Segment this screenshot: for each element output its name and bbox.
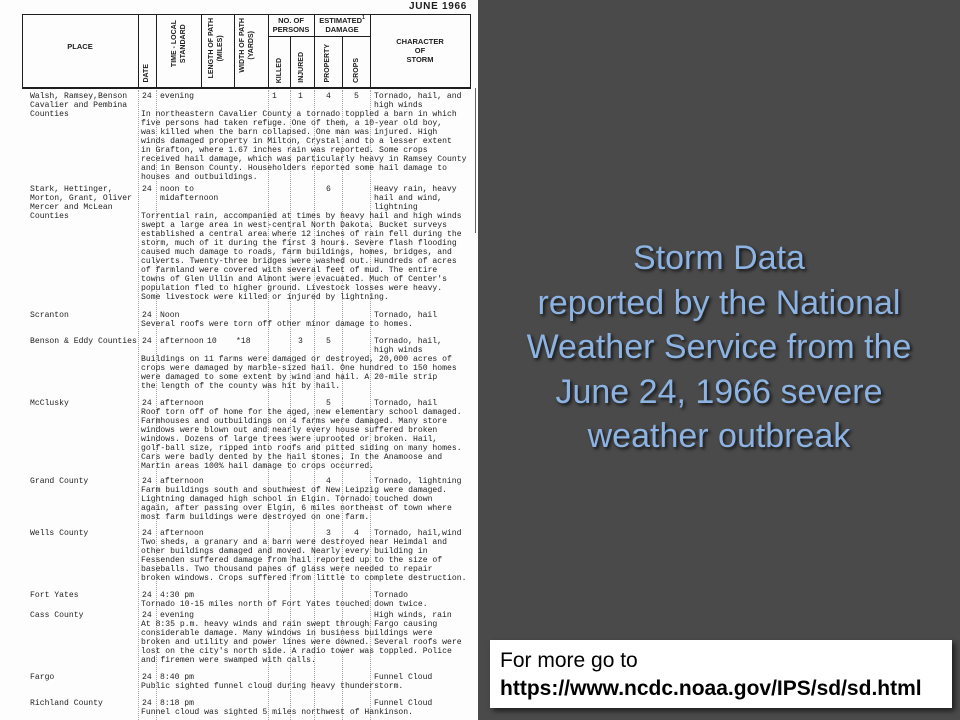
place-name-line: Counties: [30, 110, 69, 119]
time-value-line: 4:30 pm: [160, 591, 194, 600]
column-group-damage-title: ESTIMATED: [319, 16, 362, 25]
place-name-line: Cass County: [30, 611, 84, 620]
time-value-line: afternoon: [160, 337, 204, 346]
narrative-line: windows. Dozens of large trees were uprooted or broken. Hail,: [141, 435, 438, 444]
time-value-line: Noon: [160, 311, 180, 320]
narrative-line: winds damaged property in Milton, Crystal and to a lesser extent: [141, 137, 452, 146]
column-header-killed: [275, 58, 284, 83]
property-damage-value: 5: [326, 399, 331, 408]
narrative-line: Farmhouses and outbuildings on 4 farms were damaged. Many store: [141, 417, 447, 426]
property-damage-value: 4: [326, 92, 331, 101]
column-header-place: PLACE: [67, 42, 93, 51]
header-divider: [342, 36, 343, 88]
property-damage-value: 4: [326, 477, 331, 486]
time-value-line: afternoon: [160, 529, 204, 538]
column-group-persons-line: PERSONS: [272, 25, 310, 34]
narrative-line: crops were damaged by marble-sized hail. One hundred to 150 homes: [141, 364, 457, 373]
slide-title-line: weather outbreak: [587, 417, 851, 455]
header-group-rule: [268, 36, 370, 37]
place-name-line: Richland County: [30, 699, 103, 708]
injured-value: 3: [298, 337, 303, 346]
property-damage-value: 5: [326, 337, 331, 346]
more-info-box: [490, 640, 952, 708]
header-divider: [470, 14, 471, 88]
storm-character-line: Heavy rain, heavy: [374, 185, 457, 194]
property-damage-value: 6: [326, 185, 331, 194]
narrative-line: storm, much of it during the first 3 hours. Severe flash flooding: [141, 239, 457, 248]
narrative-line: golf-ball size, ripped into roofs and pitted siding on many homes.: [141, 444, 462, 453]
column-header-date-text: DATE: [143, 64, 150, 83]
column-header-property-text: PROPERTY: [324, 44, 331, 83]
narrative-line: Roof torn off of home for the aged, new elementary school damaged.: [141, 408, 462, 417]
date-value: 24: [142, 337, 152, 346]
storm-character-line: Tornado, hail: [374, 311, 438, 320]
source-url: https://www.ncdc.noaa.gov/IPS/sd/sd.html: [500, 677, 922, 700]
column-group-damage: [314, 16, 370, 34]
storm-character-line: hail and wind,: [374, 194, 442, 203]
header-bottom-rule: [22, 87, 471, 89]
column-guide: [138, 90, 139, 720]
narrative-line: Fessenden suffered damage from hail reported up to the size of: [141, 556, 443, 565]
narrative-line: again, after passing over Elgin, 6 miles northeast of town where: [141, 504, 452, 513]
column-header-time-line: TIME - LOCAL: [171, 20, 178, 68]
place-name-line: Benson & Eddy Counties: [30, 337, 137, 346]
footnote-mark: 1: [362, 15, 365, 21]
slide-title: [478, 236, 960, 459]
narrative-line: Two sheds, a granary and a barn were destroyed near Heimdal and: [141, 538, 447, 547]
storm-character-line: high winds: [374, 346, 423, 355]
column-header-injured: [297, 52, 306, 83]
place-name-line: Morton, Grant, Oliver: [30, 194, 132, 203]
column-group-persons: [268, 16, 314, 34]
date-value: 24: [142, 673, 152, 682]
narrative-line: Some livestock were killed or injured by lightning.: [141, 293, 389, 302]
place-name-line: Walsh, Ramsey,Benson: [30, 92, 128, 101]
place-name-line: Grand County: [30, 477, 89, 486]
narrative-line: most farm buildings were destroyed on one farm.: [141, 513, 370, 522]
storm-character-line: Funnel Cloud: [374, 673, 433, 682]
crop-damage-value: 4: [354, 529, 359, 538]
narrative-line: population fled to higher ground. Livestock losses were heavy.: [141, 284, 443, 293]
column-header-date: [142, 64, 151, 83]
narrative-line: Tornado 10-15 miles north of Fort Yates touched down twice.: [141, 600, 428, 609]
time-value-line: afternoon: [160, 477, 204, 486]
narrative-line: considerable damage. Many windows in business buildings were: [141, 629, 433, 638]
narrative-line: Public sighted funnel cloud during heavy thunderstorm.: [141, 682, 404, 691]
narrative-line: At 8:35 p.m. heavy winds and rain swept through Fargo causing: [141, 620, 438, 629]
narrative-line: towns of Glen Ullin and Almont were evacuated. Much of Center's: [141, 275, 447, 284]
date-value: 24: [142, 92, 152, 101]
narrative-line: houses and outbuildings.: [141, 173, 258, 182]
storm-character-line: Tornado, hail,wind: [374, 529, 462, 538]
place-name-line: Wells County: [30, 529, 89, 538]
place-name-line: Counties: [30, 212, 69, 221]
column-header-injured-text: INJURED: [298, 52, 305, 83]
narrative-line: broken and utility and power lines were downed. Several roofs were: [141, 638, 462, 647]
narrative-line: in Grafton, where 1.67 inches rain was reported. Some crops: [141, 146, 428, 155]
storm-character-line: Tornado, hail, and: [374, 92, 462, 101]
narrative-line: Funnel cloud was sighted 5 miles northwest of Hankinson.: [141, 708, 413, 717]
document-month-label: JUNE 1966: [409, 1, 467, 12]
header-divider: [156, 14, 157, 88]
page-edge-rule: [475, 88, 476, 233]
storm-character-line: Funnel Cloud: [374, 699, 433, 708]
more-info-label: For more go to: [500, 649, 638, 672]
narrative-line: Martin areas 100% hail damage to crops occurred.: [141, 462, 375, 471]
narrative-line: were damaged to some extent by wind and hail. A 20-mile strip: [141, 373, 438, 382]
column-header-path-width: [238, 18, 256, 73]
narrative-line: Cars were badly dented by the hail stones. In the Anamoose and: [141, 453, 443, 462]
time-value-line: 8:40 pm: [160, 673, 194, 682]
time-value-line: 8:18 pm: [160, 699, 194, 708]
narrative-line: baseballs. Two thousand panes of glass were needed to repair: [141, 565, 433, 574]
date-value: 24: [142, 477, 152, 486]
column-header-path-length-line: LENGTH OF PATH: [208, 18, 215, 79]
header-divider: [290, 36, 291, 88]
column-header-character: [370, 37, 470, 64]
column-header-time: [170, 20, 188, 67]
narrative-line: caused much damage to roads, farm buildings, homes, bridges, and: [141, 248, 452, 257]
narrative-line: established a central area where 12 inches of rain fell during the: [141, 230, 462, 239]
slide-title-line: reported by the National: [537, 283, 901, 322]
column-header-path-width-line: WIDTH OF PATH: [239, 18, 246, 73]
time-value-line: evening: [160, 611, 194, 620]
narrative-line: of farmland were covered with several feet of mud. The entire: [141, 266, 438, 275]
narrative-line: five persons had taken refuge. One of them, a 10-year old boy,: [141, 119, 443, 128]
header-divider: [22, 14, 23, 88]
time-value-line: midafternoon: [160, 194, 219, 203]
date-value: 24: [142, 611, 152, 620]
storm-character-line: Tornado, lightning: [374, 477, 462, 486]
narrative-line: and firemen were swamped with calls.: [141, 656, 316, 665]
property-damage-value: 3: [326, 529, 331, 538]
column-group-damage-line: DAMAGE: [325, 25, 359, 34]
place-name-line: Stark, Hettinger,: [30, 185, 113, 194]
narrative-line: was killed when the barn collapsed. One man was injured. High: [141, 128, 438, 137]
date-value: 24: [142, 591, 152, 600]
place-name-line: Scranton: [30, 311, 69, 320]
slide-title-line: Storm Data: [633, 239, 805, 277]
storm-character-line: Tornado: [374, 591, 408, 600]
place-name-line: Cavalier and Pembina: [30, 101, 128, 110]
place-name-line: Mercer and McLean: [30, 203, 113, 212]
column-header-crops-text: CROPS: [353, 58, 360, 83]
time-value-line: evening: [160, 92, 194, 101]
column-header-character-line: CHARACTER: [396, 37, 444, 46]
storm-data-document-scan: [0, 0, 478, 720]
date-value: 24: [142, 399, 152, 408]
path-breadth-yards-value: *18: [236, 337, 251, 346]
narrative-line: In northeastern Cavalier County a tornado toppled a barn in which: [141, 110, 457, 119]
path-length-miles-value: 10: [207, 337, 217, 346]
date-value: 24: [142, 311, 152, 320]
narrative-line: Several roofs were torn off other minor damage to homes.: [141, 320, 413, 329]
place-name-line: Fargo: [30, 673, 55, 682]
narrative-line: swept a large area in west-central North Dakota. Bucket surveys: [141, 221, 447, 230]
column-header-killed-text: KILLED: [276, 57, 283, 83]
time-value-line: noon to: [160, 185, 194, 194]
crop-damage-value: 5: [354, 92, 359, 101]
column-header-path-length-line: (MILES): [217, 35, 224, 62]
narrative-line: other buildings damaged and moved. Nearly every building in: [141, 547, 428, 556]
column-header-crops: [352, 58, 361, 83]
time-value-line: afternoon: [160, 399, 204, 408]
narrative-line: culverts. Twenty-three bridges were washed out. Hundreds of acres: [141, 257, 457, 266]
storm-character-line: high winds: [374, 101, 423, 110]
column-header-character-line: OF: [414, 46, 426, 55]
column-group-damage-line: [314, 16, 370, 25]
narrative-line: the length of the county was hit by hail.: [141, 382, 341, 391]
header-divider: [138, 14, 139, 88]
narrative-line: Torrential rain, accompanied at times by heavy hail and high winds: [141, 212, 462, 221]
date-value: 24: [142, 529, 152, 538]
killed-value: 1: [272, 92, 277, 101]
storm-character-line: Tornado, hail: [374, 399, 438, 408]
date-value: 24: [142, 185, 152, 194]
narrative-line: windows were blown out and nearly every house suffered broken: [141, 426, 438, 435]
header-divider: [201, 14, 202, 88]
narrative-line: and in Benson County. Householders reported some hail damage to: [141, 164, 447, 173]
narrative-line: Farm buildings south and southwest of New Leipzig were damaged.: [141, 486, 447, 495]
column-header-path-width-line: (YARDS): [248, 31, 255, 60]
slide-title-line: Weather Service from the: [526, 328, 912, 366]
place-name-line: Fort Yates: [30, 591, 79, 600]
date-value: 24: [142, 699, 152, 708]
header-top-rule: [22, 14, 471, 15]
column-header-path-length: [207, 18, 225, 78]
narrative-line: Lightning damaged high school in Elgin. Tornado touched down: [141, 495, 433, 504]
narrative-line: broken windows. Crops suffered from little to complete destruction.: [141, 574, 467, 583]
place-name-line: McClusky: [30, 399, 69, 408]
storm-character-line: lightning: [374, 203, 418, 212]
slide-title-line: June 24, 1966 severe: [555, 372, 883, 411]
narrative-line: received hail damage, which was particularly heavy in Ramsey County: [141, 155, 467, 164]
narrative-line: Buildings on 11 farms were damaged or destroyed, 20,000 acres of: [141, 355, 452, 364]
column-group-persons-line: NO. OF: [278, 16, 304, 25]
storm-character-line: Tornado, hail,: [374, 337, 442, 346]
column-header-time-line: STANDARD: [180, 24, 187, 63]
column-header-character-line: STORM: [406, 55, 434, 64]
column-header-property: [323, 44, 332, 83]
header-divider: [234, 14, 235, 88]
injured-value: 1: [298, 92, 303, 101]
storm-character-line: High winds, rain: [374, 611, 452, 620]
narrative-line: lost on the city's north side. A radio tower was toppled. Police: [141, 647, 452, 656]
